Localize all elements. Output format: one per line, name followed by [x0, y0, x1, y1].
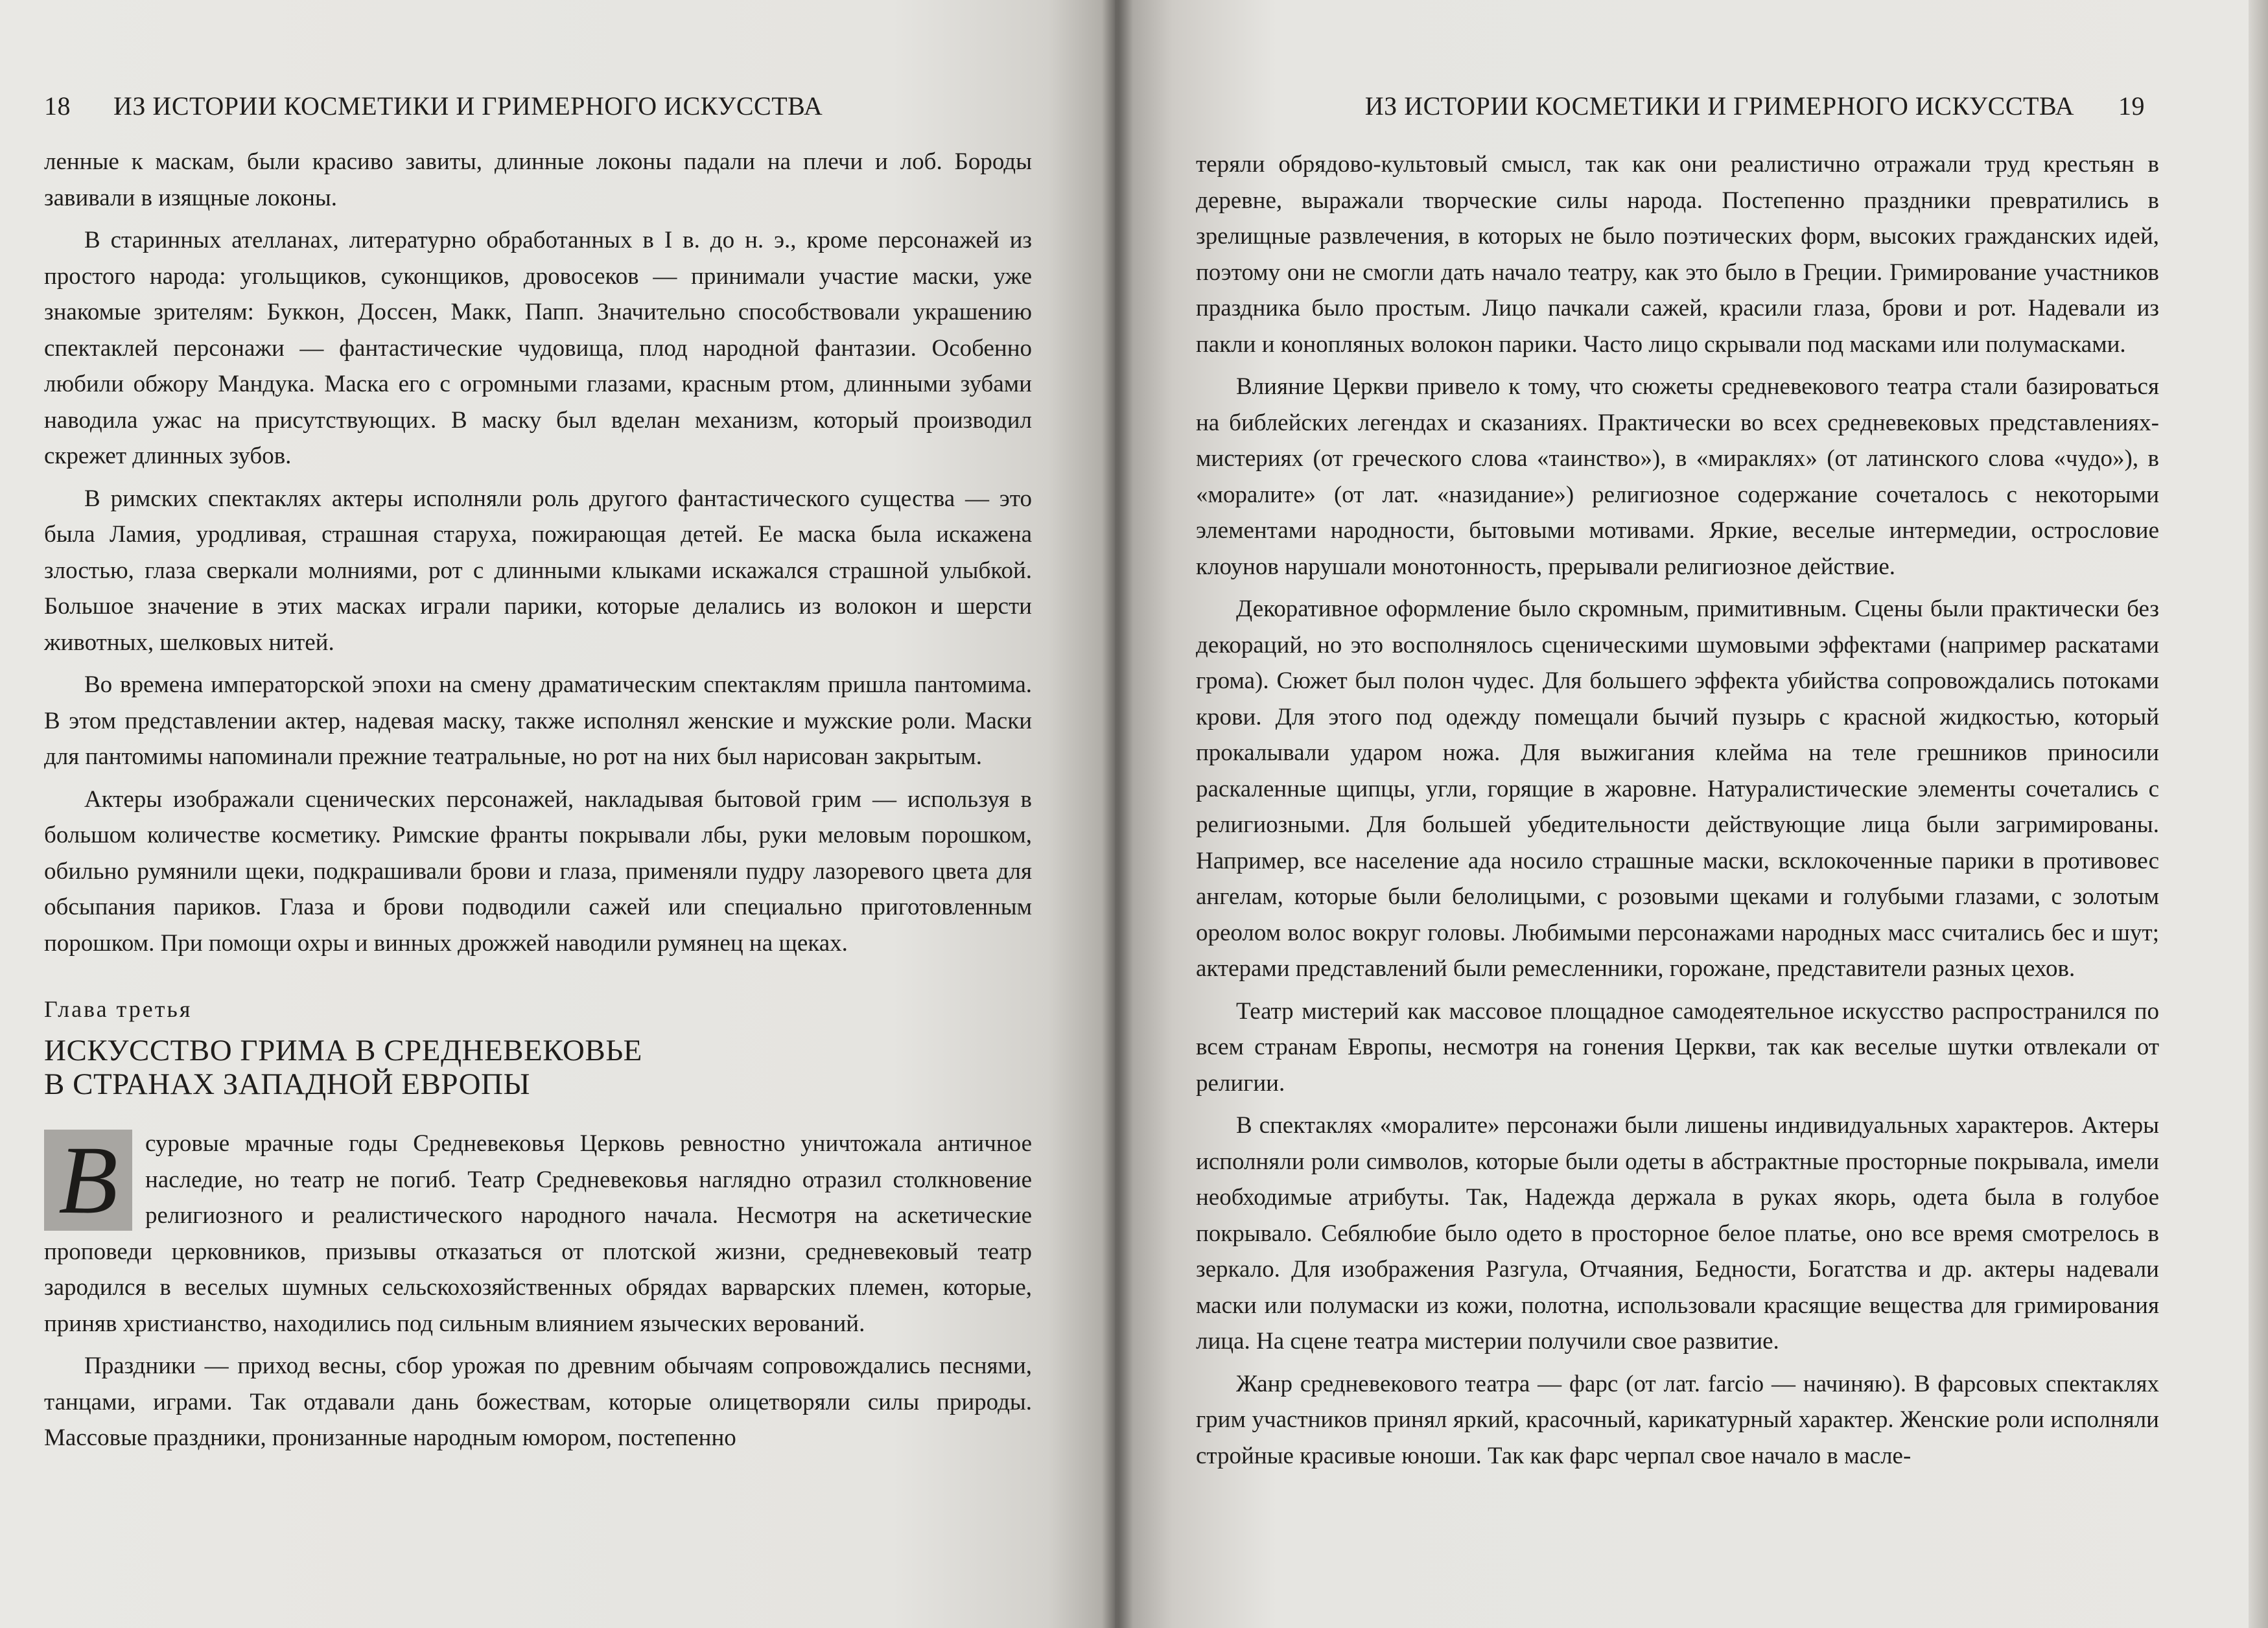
paragraph: теряли обрядово-культовый смысл, так как они реалистично отражали труд крестьян в деревне, выражали творческие силы народа. Постепенно праздники превратились в зрелищные развлечения, в которых не было поэтических форм, высоких гражданских идей, поэтому они не смогли дать начало театру, как это было в Греции. Гримирование участников праздника было простым. Лицо пачкали сажей, красили глаза, брови и рот. Надевали из пакли и конопляных волокон парики. Часто лицо скрывали под масками или полумасками.	[1196, 151, 2159, 358]
paragraph: Во времена императорской эпохи на смену драматическим спектаклям пришла пантомима. В этом представлении актер, надевая маску, также исполнял женские и мужские роли. Маски для пантомимы напоминали прежние театральные, но рот на них был нарисован закрытым.	[44, 671, 1032, 770]
paragraph: Декоративное оформление было скромным, примитивным. Сцены были практически без декораций, но это восполнялось сценическими шумовыми эффектами (например раскатами грома). Сюжет был полон чудес. Для большего эффекта убийства сопровождались потоками крови. Для этого под одежду помещали бычий пузырь с красной жидкостью, который прокалывали ударом ножа. Для выжигания клейма на теле грешников приносили раскаленные щипцы, угли, горящие в жаровне. Натуралистические элементы сочетались с религиозными. Для большей убедительности действующие лица были загримированы. Например, все население ада носило страшные маски, всклокоченные парики в противовес ангелам, которые были белолицыми, с розовыми щеками и голубыми глазами, с золотым ореолом волос вокруг головы. Любимыми персонажами народных масс считались бес и шут; актерами представлений были ремесленники, горожане, представители разных цехов.	[1196, 596, 2159, 982]
right-running-title: ИЗ ИСТОРИИ КОСМЕТИКИ И ГРИМЕРНОГО ИСКУССТВА	[1364, 91, 2074, 121]
left-running-title: ИЗ ИСТОРИИ КОСМЕТИКИ И ГРИМЕРНОГО ИСКУССТВА	[113, 91, 823, 121]
page-edge	[2249, 0, 2268, 1628]
dropcap-letter: В	[58, 1126, 118, 1234]
chapter-label: Глава третья	[44, 996, 193, 1022]
paragraph: ленные к маскам, были красиво завиты, длинные локоны падали на плечи и лоб. Бороды завивали в изящные локоны.	[44, 148, 1032, 211]
left-running-header	[44, 89, 823, 123]
book-gutter	[1102, 0, 1133, 1628]
right-page-number: 19	[2118, 91, 2145, 121]
paragraph: Влияние Церкви привело к тому, что сюжеты средневекового театра стали базироваться на библейских легендах и сказаниях. Практически во всех средневековых представлениях-мистериях (от греческого слова «таинство»), в «миракляx» (от латинского слова «чудо»), в «моралите» (от лат. «назидание») религиозное содержание сочеталось с некоторыми элементами народности, бытовыми мотивами. Яркие, веселые интермедии, острословие клоунов нарушали монотонность, прерывали религиозное действие.	[1196, 373, 2159, 580]
right-running-header	[1365, 89, 2145, 123]
chapter-title	[44, 1034, 1032, 1101]
left-page-body	[44, 144, 1032, 1456]
chapter-title-line-1: ИСКУССТВО ГРИМА В СРЕДНЕВЕКОВЬЕ	[44, 1034, 642, 1067]
right-page-body	[1196, 146, 2159, 1474]
paragraph: Актеры изображали сценических персонажей, накладывая бытовой грим — используя в большом количестве косметику. Римские франты покрывали лбы, руки меловым порошком, обильно румянили щеки, подкрашивали брови и глаза, применяли пудру лазоревого цвета для обсыпания париков. Глаза и брови подводили сажей или специально приготовленным порошком. При помощи охры и винных дрожжей наводили румянец на щеках.	[44, 785, 1032, 957]
paragraph: Жанр средневекового театра — фарс (от лат. farcio — начиняю). В фарсовых спектаклях грим участников принял яркий, красочный, карикатурный характер. Женские роли исполняли стройные красивые юноши. Так как фарс черпал свое начало в масле-	[1196, 1370, 2159, 1469]
paragraph: Театр мистерий как массовое площадное самодеятельное искусство распространился по всем странам Европы, несмотря на гонения Церкви, так как веселые шутки отвлекали от религии.	[1196, 997, 2159, 1097]
chapter-title-line-2: В СТРАНАХ ЗАПАДНОЙ ЕВРОПЫ	[44, 1067, 530, 1101]
paragraph: В римских спектаклях актеры исполняли роль другого фантастического существа — это была Ламия, уродливая, страшная старуха, пожирающая детей. Ее маска была искажена злостью, глаза сверкали молниями, рот с длинными клыками искажался страшной улыбкой. Большое значение в этих масках играли парики, которые делались из волокон и шерсти животных, шелковых нитей.	[44, 485, 1032, 656]
paragraph: Праздники — приход весны, сбор урожая по древним обычаям сопровождались песнями, танцами, играми. Так отдавали дань божествам, которые олицетворяли силы природы. Массовые праздники, пронизанные народным юмором, постепенно	[44, 1353, 1032, 1451]
paragraph: В старинных ателланах, литературно обработанных в I в. до н. э., кроме персонажей из простого народа: угольщиков, суконщиков, дровосеков — принимали участие маски, уже знакомые зрителям: Буккон, Доссен, Макк, Папп. Значительно способствовали украшению спектаклей персонажи — фантастические чудовища, плод народной фантазии. Особенно любили обжору Мандука. Маска его с огромными глазами, красным ртом, длинными зубами наводила ужас на присутствующих. В маску был вделан механизм, который производил скрежет длинных зубов.	[44, 227, 1032, 469]
dropcap-box	[44, 1126, 132, 1234]
dropcap-paragraph: суровые мрачные годы Средневековья Церковь ревностно уничтожала античное наследие, но театр не погиб. Театр Средневековья наглядно отразил столкновение религиозного и реалистического народного начала. Несмотря на аскетические проповеди церковников, призывы отказаться от плотской жизни, средневековый театр зародился в веселых шумных сельскохозяйственных обрядах варварских племен, которые, приняв христианство, находились под сильным влиянием языческих верований.	[44, 1130, 1032, 1337]
paragraph: В спектаклях «моралите» персонажи были лишены индивидуальных характеров. Актеры исполняли роли символов, которые были одеты в абстрактные просторные покрывала, имели необходимые атрибуты. Так, Надежда держала в руках якорь, одета была в голубое покрывало. Себялюбие было одето в просторное белое платье, оно все время смотрелось в зеркало. Для изображения Разгула, Отчаяния, Бедности, Богатства и др. актеры надевали маски или полумаски из кожи, полотна, использовали красящие вещества для гримирования лица. На сцене театра мистерии получили свое развитие.	[1196, 1112, 2159, 1355]
right-page	[1115, 0, 2268, 1628]
left-page-number: 18	[44, 91, 71, 121]
left-page	[0, 0, 1115, 1628]
